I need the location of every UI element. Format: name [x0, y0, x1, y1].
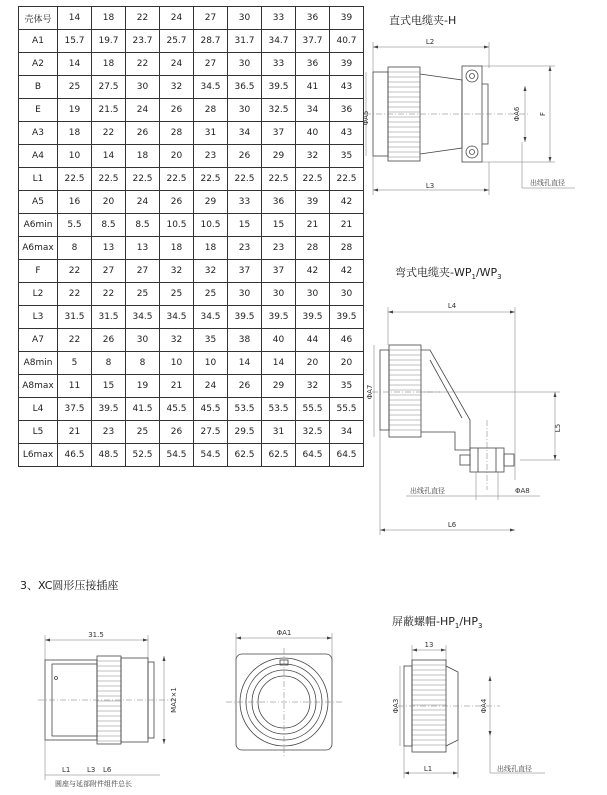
table-cell: 53.5: [262, 398, 296, 421]
a1-label: ΦA1: [276, 629, 292, 637]
table-cell: 10: [58, 145, 92, 168]
table-cell: 30: [126, 329, 160, 352]
table-cell: 62.5: [228, 444, 262, 467]
table-cell: 34.5: [194, 76, 228, 99]
table-cell: 48.5: [92, 444, 126, 467]
table-cell: 27: [92, 260, 126, 283]
table-cell: 45.5: [194, 398, 228, 421]
table-cell: 22: [58, 329, 92, 352]
hole-label: 出线孔直径: [530, 179, 565, 187]
table-cell: 26: [228, 375, 262, 398]
table-cell: 39.5: [92, 398, 126, 421]
shield-cap-drawing: [392, 641, 545, 778]
table-cell: 23: [262, 237, 296, 260]
row-label-cell: L1: [19, 168, 58, 191]
table-cell: 15: [228, 214, 262, 237]
table-cell: 35: [330, 375, 364, 398]
table-cell: 22.5: [296, 168, 330, 191]
table-cell: 34.5: [194, 306, 228, 329]
table-cell: 30: [228, 53, 262, 76]
table-cell: 11: [58, 375, 92, 398]
row-label-cell: L3: [19, 306, 58, 329]
table-cell: 26: [160, 191, 194, 214]
row-label-cell: A1: [19, 30, 58, 53]
table-cell: 32: [160, 329, 194, 352]
table-cell: 34.5: [160, 306, 194, 329]
table-cell: 34.7: [262, 30, 296, 53]
table-cell: 20: [296, 352, 330, 375]
table-cell: 33: [228, 191, 262, 214]
table-cell: 26: [160, 421, 194, 444]
table-cell: 32.5: [262, 99, 296, 122]
table-cell: 14: [92, 145, 126, 168]
table-cell: 36: [330, 99, 364, 122]
table-cell: 25: [126, 283, 160, 306]
f-label: F: [539, 111, 547, 117]
table-cell: 34: [296, 99, 330, 122]
table-cell: 31.7: [228, 30, 262, 53]
table-cell: 5: [58, 352, 92, 375]
table-cell: 26: [92, 329, 126, 352]
table-cell: 24: [160, 53, 194, 76]
table-cell: 5.5: [58, 214, 92, 237]
table-cell: 35: [194, 329, 228, 352]
row-label-cell: L6max: [19, 444, 58, 467]
table-cell: 36: [296, 7, 330, 30]
straight-clamp-title: 直式电缆夹-H: [389, 14, 457, 27]
table-cell: 34.5: [126, 306, 160, 329]
row-label-cell: B: [19, 76, 58, 99]
table-cell: 15.7: [58, 30, 92, 53]
table-cell: 22: [92, 122, 126, 145]
table-cell: 24: [160, 7, 194, 30]
table-cell: 39: [330, 7, 364, 30]
table-cell: 40: [296, 122, 330, 145]
table-cell: 8: [92, 352, 126, 375]
table-cell: 30: [228, 283, 262, 306]
row-label-cell: A7: [19, 329, 58, 352]
table-cell: 31.5: [58, 306, 92, 329]
table-cell: 32: [160, 260, 194, 283]
table-cell: 10: [194, 352, 228, 375]
table-cell: 21: [58, 421, 92, 444]
table-cell: 22.5: [262, 168, 296, 191]
table-cell: 37.5: [58, 398, 92, 421]
cap-l1-label: L1: [423, 765, 433, 773]
table-cell: 22: [126, 7, 160, 30]
table-cell: 32: [296, 145, 330, 168]
table-cell: 41.5: [126, 398, 160, 421]
table-cell: 33: [262, 7, 296, 30]
table-cell: 15: [92, 375, 126, 398]
row-label-cell: A3: [19, 122, 58, 145]
table-cell: 19: [58, 99, 92, 122]
l3-label: L3: [425, 182, 435, 190]
table-cell: 23: [194, 145, 228, 168]
table-cell: 36.5: [228, 76, 262, 99]
table-cell: 8: [126, 352, 160, 375]
a8-label: ΦA8: [515, 487, 530, 495]
table-cell: 30: [228, 99, 262, 122]
shield-cap-title: 屏蔽螺帽$-HP_1/HP_3$: [392, 615, 483, 631]
table-cell: 28: [296, 237, 330, 260]
table-cell: 39.5: [262, 306, 296, 329]
table-cell: 40: [262, 329, 296, 352]
table-cell: 23.7: [126, 30, 160, 53]
table-cell: 8.5: [92, 214, 126, 237]
a7-label: ΦA7: [366, 384, 374, 400]
table-cell: 33: [262, 53, 296, 76]
table-cell: 19.7: [92, 30, 126, 53]
table-cell: 46.5: [58, 444, 92, 467]
table-cell: 54.5: [194, 444, 228, 467]
table-cell: 20: [330, 352, 364, 375]
row-label-cell: A8min: [19, 352, 58, 375]
table-cell: 46: [330, 329, 364, 352]
table-cell: 27: [194, 53, 228, 76]
table-cell: 22: [92, 283, 126, 306]
table-cell: 54.5: [160, 444, 194, 467]
table-cell: 26: [160, 99, 194, 122]
table-cell: 29: [262, 145, 296, 168]
table-cell: 39.5: [330, 306, 364, 329]
table-cell: 39: [330, 53, 364, 76]
table-cell: 43: [330, 122, 364, 145]
table-cell: 18: [58, 122, 92, 145]
table-cell: 27: [126, 260, 160, 283]
row-label-cell: L4: [19, 398, 58, 421]
table-cell: 35: [330, 145, 364, 168]
table-cell: 25: [160, 283, 194, 306]
row-label-cell: A8max: [19, 375, 58, 398]
table-cell: 23: [228, 237, 262, 260]
table-cell: 42: [330, 191, 364, 214]
table-cell: 20: [92, 191, 126, 214]
table-cell: 18: [92, 7, 126, 30]
l4-label: L4: [447, 302, 457, 310]
cap-hole-label: 出线孔直径: [497, 765, 532, 773]
table-cell: 26: [126, 122, 160, 145]
table-cell: 18: [92, 53, 126, 76]
table-cell: 37: [262, 122, 296, 145]
row-label-cell: F: [19, 260, 58, 283]
table-cell: 18: [126, 145, 160, 168]
socket-l6-label: L6: [103, 766, 112, 774]
table-cell: 30: [296, 283, 330, 306]
ma2-label: MA2×1: [170, 687, 178, 713]
table-cell: 55.5: [330, 398, 364, 421]
table-cell: 28: [194, 99, 228, 122]
row-label-cell: L5: [19, 421, 58, 444]
table-cell: 19: [126, 375, 160, 398]
table-cell: 8: [58, 237, 92, 260]
table-cell: 14: [58, 7, 92, 30]
table-cell: 30: [262, 283, 296, 306]
table-cell: 37.7: [296, 30, 330, 53]
table-cell: 39.5: [228, 306, 262, 329]
table-cell: 36: [296, 53, 330, 76]
table-cell: 18: [194, 237, 228, 260]
socket-front-drawing: [226, 629, 342, 758]
table-cell: 37: [228, 260, 262, 283]
socket-l3-label: L3: [87, 766, 96, 774]
table-cell: 26: [228, 145, 262, 168]
table-cell: 32: [296, 375, 330, 398]
table-cell: 22: [126, 53, 160, 76]
socket-l1-label: L1: [62, 766, 71, 774]
l5-label: L5: [554, 423, 562, 433]
angled-clamp-drawing: [366, 302, 562, 535]
table-cell: 31: [194, 122, 228, 145]
table-cell: 22.5: [330, 168, 364, 191]
table-cell: 24: [194, 375, 228, 398]
row-label-cell: A6max: [19, 237, 58, 260]
table-cell: 25: [194, 283, 228, 306]
table-cell: 16: [58, 191, 92, 214]
row-label-cell: E: [19, 99, 58, 122]
row-label-cell: A4: [19, 145, 58, 168]
table-cell: 45.5: [160, 398, 194, 421]
table-cell: 22: [58, 283, 92, 306]
socket-dim-label: 31.5: [88, 631, 104, 639]
table-cell: 28: [330, 237, 364, 260]
table-cell: 23: [92, 421, 126, 444]
table-cell: 24: [126, 191, 160, 214]
table-cell: 28: [160, 122, 194, 145]
table-cell: 44: [296, 329, 330, 352]
angled-clamp-title: 弯式电缆夹$-WP_1/WP_3$: [395, 266, 502, 282]
row-label-cell: A2: [19, 53, 58, 76]
socket-knurl: [97, 661, 121, 741]
table-cell: 30: [330, 283, 364, 306]
cap-dim-label: 13: [424, 641, 434, 649]
table-cell: 39.5: [262, 76, 296, 99]
table-cell: 53.5: [228, 398, 262, 421]
table-cell: 30: [126, 76, 160, 99]
hole-label-angled: 出线孔直径: [410, 487, 445, 495]
table-cell: 39.5: [296, 306, 330, 329]
row-label-cell: A6min: [19, 214, 58, 237]
row-label-cell: L2: [19, 283, 58, 306]
table-cell: 28.7: [194, 30, 228, 53]
a5-label: ΦA5: [362, 110, 370, 126]
table-cell: 24: [126, 99, 160, 122]
table-cell: 34: [330, 421, 364, 444]
table-cell: 43: [330, 76, 364, 99]
table-cell: 32.5: [296, 421, 330, 444]
table-cell: 55.5: [296, 398, 330, 421]
table-cell: 10.5: [194, 214, 228, 237]
knurl-pattern-angled: [389, 350, 421, 430]
table-cell: 22.5: [92, 168, 126, 191]
table-cell: 29: [194, 191, 228, 214]
a3-label: ΦA3: [392, 698, 400, 714]
table-cell: 22.5: [58, 168, 92, 191]
table-cell: 10: [160, 352, 194, 375]
table-cell: 8.5: [126, 214, 160, 237]
table-cell: 22.5: [228, 168, 262, 191]
table-cell: 64.5: [296, 444, 330, 467]
table-cell: 29: [262, 375, 296, 398]
table-cell: 41: [296, 76, 330, 99]
table-cell: 27.5: [194, 421, 228, 444]
table-cell: 14: [58, 53, 92, 76]
table-cell: 22: [58, 260, 92, 283]
table-cell: 31.5: [92, 306, 126, 329]
row-label-cell: 壳体号: [19, 7, 58, 30]
section-title: 3、XC圆形压接插座: [20, 579, 119, 592]
l6-label: L6: [447, 521, 457, 529]
knurl-pattern: [388, 72, 420, 157]
table-cell: 62.5: [262, 444, 296, 467]
row-label-cell: A5: [19, 191, 58, 214]
table-cell: 20: [160, 145, 194, 168]
table-cell: 42: [330, 260, 364, 283]
table-cell: 21: [160, 375, 194, 398]
table-cell: 21: [330, 214, 364, 237]
socket-note: 圆座与延部附件组件总长: [55, 780, 132, 788]
table-cell: 29.5: [228, 421, 262, 444]
table-cell: 42: [296, 260, 330, 283]
table-cell: 14: [228, 352, 262, 375]
table-cell: 34: [228, 122, 262, 145]
table-cell: 22.5: [160, 168, 194, 191]
a4-label: ΦA4: [480, 698, 488, 714]
table-cell: 52.5: [126, 444, 160, 467]
straight-clamp-drawing: [362, 38, 575, 195]
a6-label: ΦA6: [513, 106, 521, 122]
table-cell: 22.5: [126, 168, 160, 191]
table-cell: 25: [58, 76, 92, 99]
table-cell: 30: [228, 7, 262, 30]
socket-side-drawing: [38, 631, 178, 788]
table-cell: 21: [296, 214, 330, 237]
table-cell: 64.5: [330, 444, 364, 467]
table-cell: 25: [126, 421, 160, 444]
table-cell: 13: [92, 237, 126, 260]
table-cell: 18: [160, 237, 194, 260]
table-cell: 21.5: [92, 99, 126, 122]
table-cell: 22.5: [194, 168, 228, 191]
table-cell: 14: [262, 352, 296, 375]
l2-label: L2: [425, 38, 435, 46]
table-cell: 27: [194, 7, 228, 30]
table-cell: 31: [262, 421, 296, 444]
table-cell: 13: [126, 237, 160, 260]
table-cell: 25.7: [160, 30, 194, 53]
table-cell: 27.5: [92, 76, 126, 99]
table-cell: 10.5: [160, 214, 194, 237]
table-cell: 38: [228, 329, 262, 352]
table-cell: 15: [262, 214, 296, 237]
table-cell: 40.7: [330, 30, 364, 53]
table-cell: 39: [296, 191, 330, 214]
table-cell: 36: [262, 191, 296, 214]
table-cell: 37: [262, 260, 296, 283]
table-cell: 32: [194, 260, 228, 283]
cap-knurl: [412, 665, 446, 745]
table-cell: 32: [160, 76, 194, 99]
